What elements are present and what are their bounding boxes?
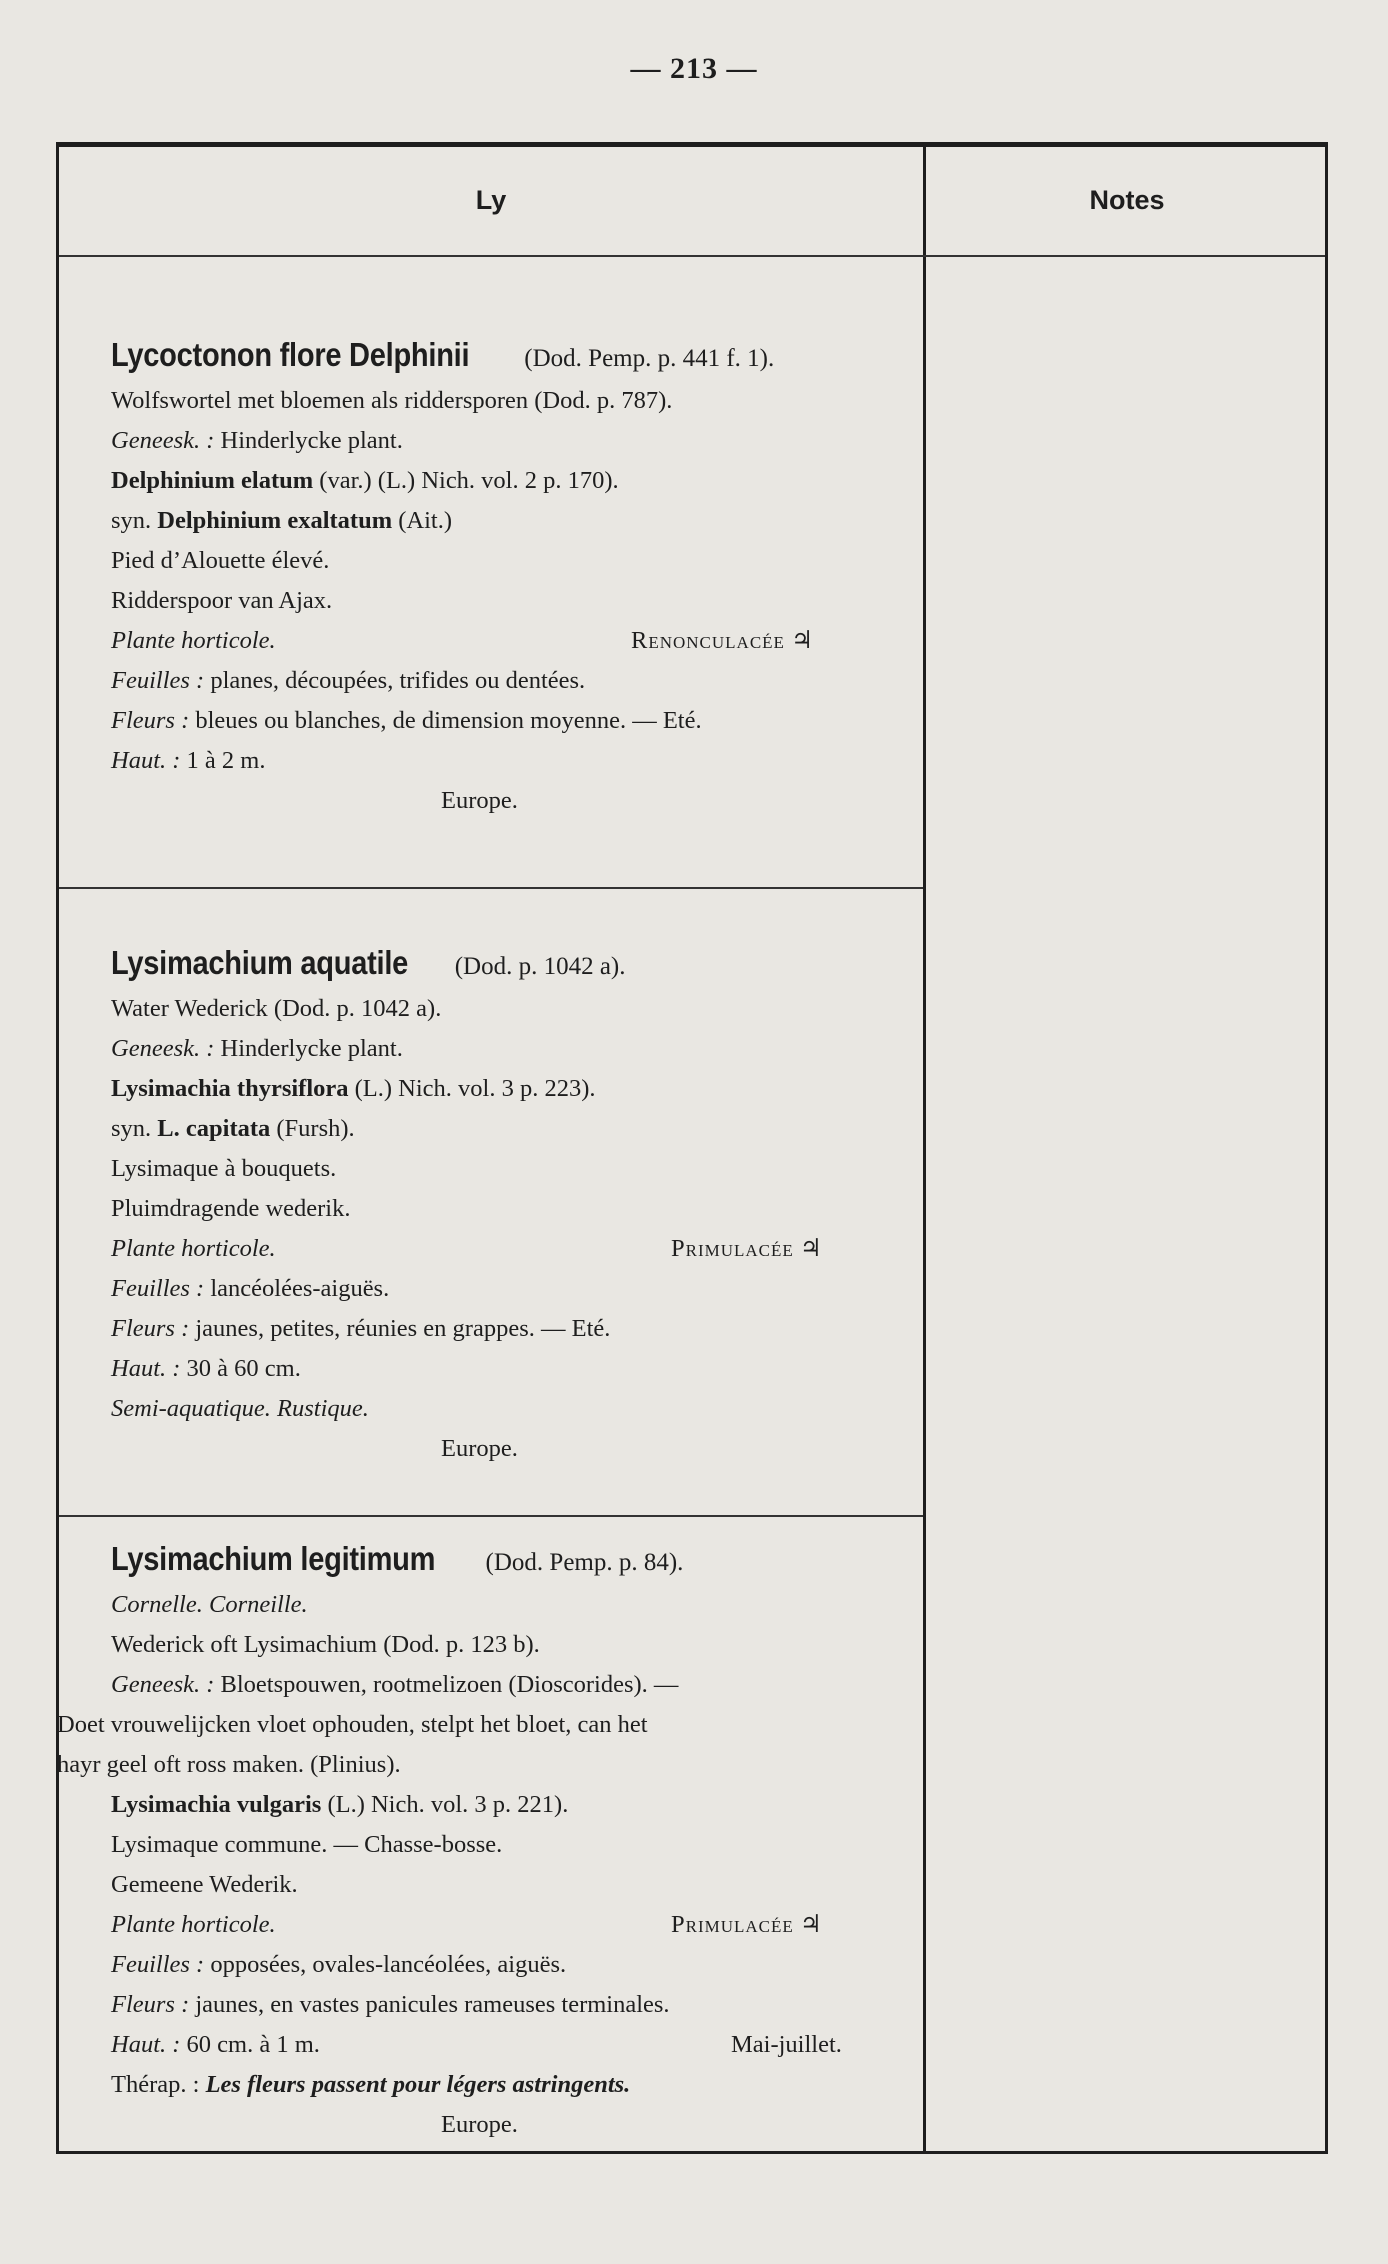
column-header-notes: Notes [1089, 185, 1165, 215]
entry-divider [59, 1515, 923, 1517]
column-divider [923, 147, 926, 2151]
entry-title: Lysimachium aquatile [111, 944, 409, 981]
plante-line: Plante horticole. Renonculacée ♃ [111, 621, 911, 661]
entry-title: Lysimachium legitimum [111, 1540, 436, 1577]
dutch-name-line: Wederick oft Lysimachium (Dod. p. 123 b). [111, 1631, 540, 1658]
season-label: Mai-juillet. [731, 2031, 842, 2058]
geneesk-continuation-1: Doet vrouwelijcken vloet ophouden, stelpt het bloet, can het [57, 1711, 648, 1738]
column-header-ly: Ly [475, 185, 507, 215]
geneesk-continuation-2: hayr geel oft ross maken. (Plinius). [57, 1751, 401, 1778]
perennial-symbol: ♃ [791, 627, 814, 654]
plante-line: Plante horticole. Primulacée ♃ [111, 1229, 911, 1269]
habitat-line: Semi-aquatique. Rustique. [111, 1395, 369, 1422]
entry-reference: (Dod. p. 1042 a). [454, 953, 626, 980]
synonym-line: syn. Delphinium exaltatum (Ait.) [111, 507, 452, 534]
family-label: Renonculacée ♃ [631, 627, 814, 654]
feuilles-line: Feuilles : opposées, ovales-lancéolées, aiguës. [111, 1951, 567, 1978]
geneesk-line: Geneesk. : Hinderlycke plant. [111, 1035, 403, 1062]
family-label: Primulacée ♃ [671, 1235, 822, 1262]
header-divider [59, 255, 1325, 257]
plante-line: Plante horticole. Primulacée ♃ [111, 1905, 911, 1945]
latin-name-line: Delphinium elatum (var.) (L.) Nich. vol. 2 p. 170). [111, 467, 619, 494]
region-line: Europe. [441, 1435, 518, 1462]
geneesk-line: Geneesk. : Hinderlycke plant. [111, 427, 403, 454]
entry-lysimachium-legitimum [57, 1539, 911, 2145]
dutch-common-name-line: Pluimdragende wederik. [111, 1195, 351, 1222]
feuilles-line: Feuilles : lancéolées-aiguës. [111, 1275, 390, 1302]
entry-title: Lycoctonon flore Delphinii [111, 336, 470, 373]
french-name-line: Lysimaque à bouquets. [111, 1155, 337, 1182]
region-line: Europe. [441, 2111, 518, 2138]
perennial-symbol: ♃ [799, 1911, 822, 1938]
entry-lysimachium-aquatile [111, 943, 911, 1469]
fleurs-line: Fleurs : bleues ou blanches, de dimension moyenne. — Eté. [111, 707, 702, 734]
entry-reference: (Dod. Pemp. p. 441 f. 1). [524, 345, 775, 372]
entry-divider [59, 887, 923, 889]
french-name-line: Pied d’Alouette élevé. [111, 547, 330, 574]
page-number: — 213 — [630, 52, 758, 85]
dutch-name-line: Wolfswortel met bloemen als riddersporen (Dod. p. 787). [111, 387, 673, 414]
dutch-common-name-line: Gemeene Wederik. [111, 1871, 298, 1898]
perennial-symbol: ♃ [799, 1235, 822, 1262]
dutch-common-name-line: Ridderspoor van Ajax. [111, 587, 333, 614]
synonym-line: syn. L. capitata (Fursh). [111, 1115, 355, 1142]
entry-reference: (Dod. Pemp. p. 84). [485, 1549, 684, 1576]
fleurs-line: Fleurs : jaunes, petites, réunies en grappes. — Eté. [111, 1315, 611, 1342]
species-table [56, 142, 1328, 2154]
family-label: Primulacée ♃ [671, 1911, 822, 1938]
therap-line: Thérap. : Les fleurs passent pour légers astringents. [111, 2071, 631, 2098]
haut-line: Haut. : 30 à 60 cm. [111, 1355, 301, 1382]
latin-name-line: Lysimachia thyrsiflora (L.) Nich. vol. 3 p. 223). [111, 1075, 596, 1102]
geneesk-line: Geneesk. : Bloetspouwen, rootmelizoen (Dioscorides). — [111, 1671, 679, 1698]
entry-lycoctonon [111, 335, 911, 821]
latin-name-line: Lysimachia vulgaris (L.) Nich. vol. 3 p. 221). [111, 1791, 569, 1818]
region-line: Europe. [441, 787, 518, 814]
dutch-name-line: Water Wederick (Dod. p. 1042 a). [111, 995, 442, 1022]
french-name-line: Lysimaque commune. — Chasse-bosse. [111, 1831, 503, 1858]
fleurs-line: Fleurs : jaunes, en vastes panicules rameuses terminales. [111, 1991, 670, 2018]
feuilles-line: Feuilles : planes, découpées, trifides ou dentées. [111, 667, 586, 694]
french-old-names-line: Cornelle. Corneille. [111, 1591, 308, 1618]
haut-line: Haut. : 60 cm. à 1 m. Mai-juillet. [111, 2025, 911, 2065]
haut-line: Haut. : 1 à 2 m. [111, 747, 266, 774]
